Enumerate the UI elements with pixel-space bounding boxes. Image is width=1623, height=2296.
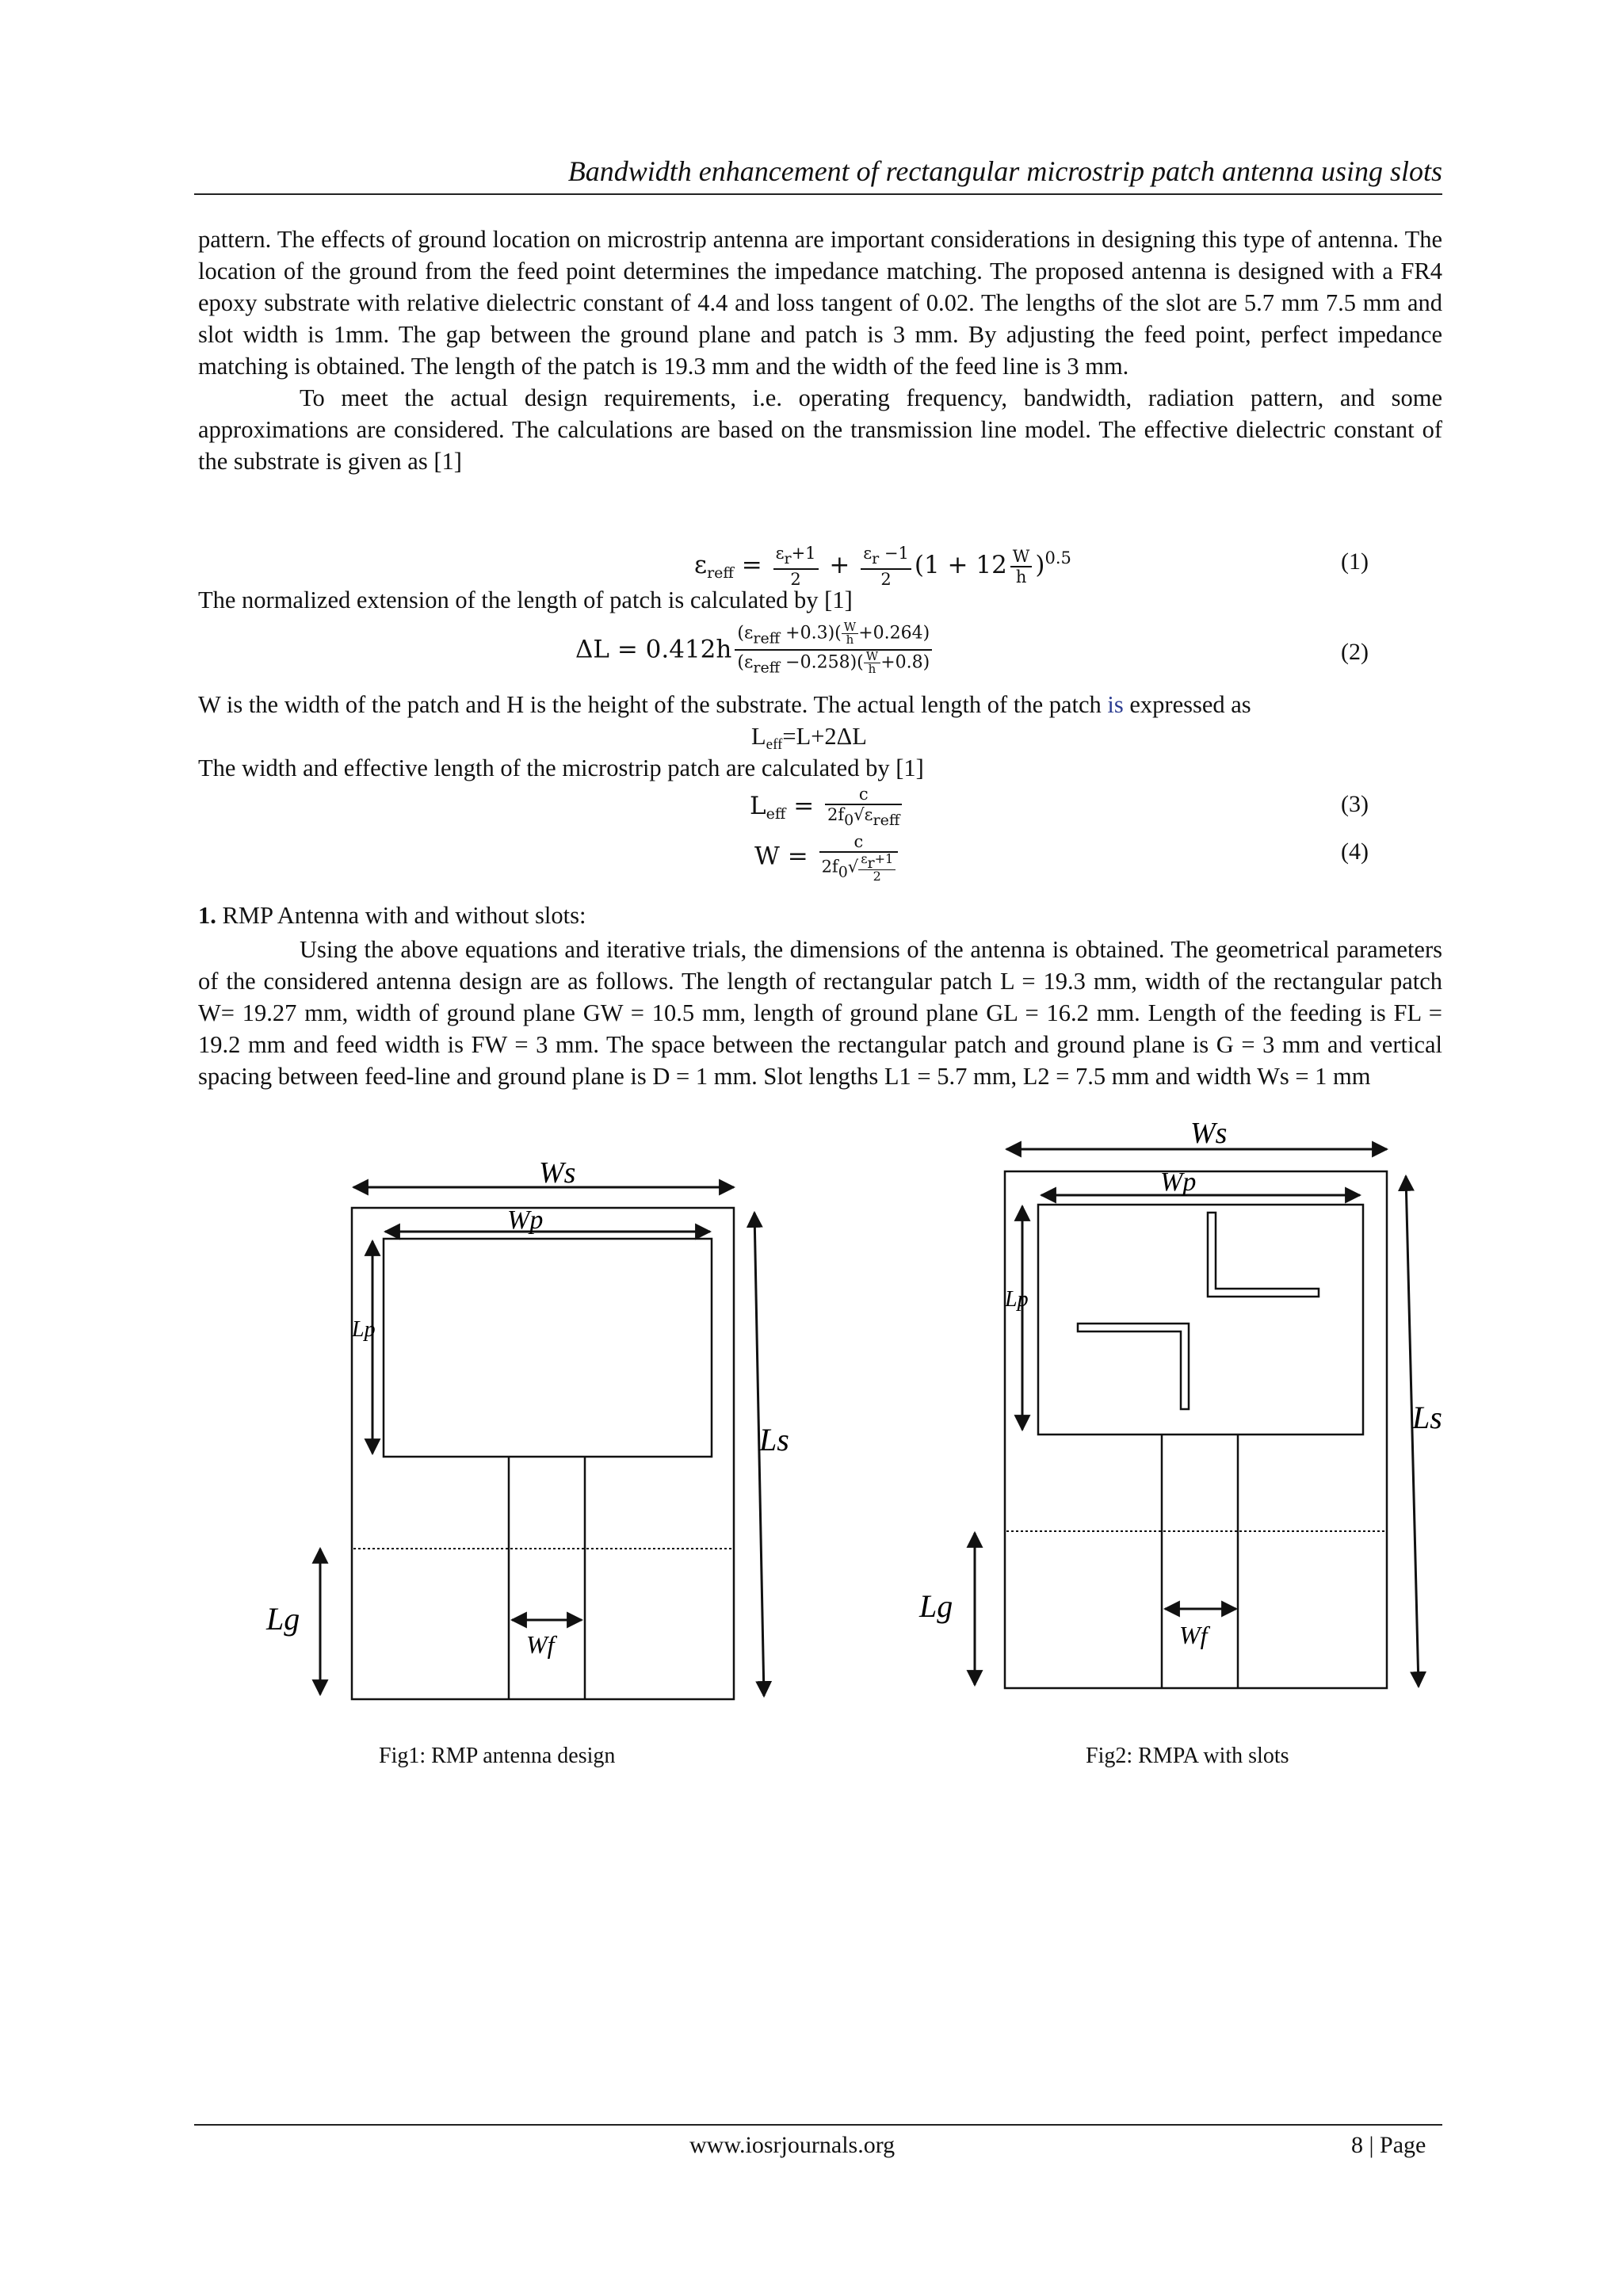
- eq2-num-b: +0.3)(: [780, 623, 842, 644]
- eq2-den-wh-d: h: [868, 661, 876, 676]
- equation-2-number: (2): [1341, 639, 1369, 665]
- p4-part-b: is: [1107, 691, 1124, 718]
- eq3-num: c: [825, 785, 902, 805]
- eq3-den-sub: reff: [873, 812, 900, 829]
- eq4-inner-num: ε: [861, 851, 868, 866]
- footer-website: www.iosrjournals.org: [689, 2132, 896, 2158]
- equation-3-number: (3): [1341, 791, 1369, 817]
- eq3-den-sub0: 0: [844, 812, 854, 829]
- eq1-f2-num: ε: [863, 544, 873, 563]
- footer-rule: [194, 2124, 1442, 2126]
- eq4-num: c: [819, 832, 899, 853]
- p4-part-a: W is the width of the patch and H is the height of the substrate. The actual length of the patch: [198, 691, 1108, 718]
- fig2-wf-label: Wf: [1179, 1621, 1208, 1649]
- eq1-f1-num: ε: [775, 544, 785, 563]
- fig2-diagram: [918, 1117, 1442, 1688]
- leff-b: =L+2ΔL: [782, 723, 867, 750]
- fig2-caption: Fig2: RMPA with slots: [1086, 1744, 1289, 1768]
- eq1-exponent: 0.5: [1044, 548, 1071, 567]
- eq4-equals: =: [779, 842, 816, 871]
- eq1-plus: +: [821, 551, 858, 579]
- fig1-substrate: [352, 1208, 734, 1699]
- leff-sub: eff: [766, 736, 783, 753]
- eq1-f1-den: 2: [790, 570, 801, 589]
- fig2-substrate: [1005, 1171, 1387, 1688]
- eq4-inner-sub: r: [867, 854, 875, 872]
- eq4-den-sub0: 0: [838, 863, 848, 881]
- eq1-f1-num-sub: r: [784, 550, 792, 567]
- eq3-den-b: √ε: [854, 805, 873, 824]
- footer-page-number: 8 | Page: [1351, 2132, 1426, 2158]
- paragraph-1: pattern. The effects of ground location on microstrip antenna are important considerations in designing this type of antenna. The location of the ground from the feed point determines the impedance matching. The proposed antenna is designed with a FR4 epoxy substrate with relative dielectric constant of 4.4 and loss tangent of 0.02. The lengths of the slot are 5.7 mm 7.5 mm and slot width is 1mm. The gap between the ground plane and patch is 3 mm. By adjusting the feed point, perfect impedance matching is obtained. The length of the patch is 19.3 mm and the width of the feed line is 3 mm.: [198, 226, 1442, 380]
- eq2-den-b: −0.258)(: [780, 652, 864, 672]
- section-number: 1.: [198, 902, 216, 929]
- eq1-f3-num: W: [1010, 547, 1033, 567]
- eq3-lhs: L: [750, 792, 766, 820]
- eq1-equals: =: [733, 551, 770, 579]
- eq2-den-wh-n: W: [864, 651, 880, 663]
- eq1-f2-num-rest: −1: [879, 544, 909, 563]
- section-title: RMP Antenna with and without slots:: [216, 902, 586, 929]
- eq2-lhs: ΔL = 0.412h: [575, 635, 732, 664]
- eq2-num-wh-n: W: [842, 621, 858, 634]
- eq1-f1-num-rest: +1: [791, 544, 816, 563]
- fig1-diagram: [265, 1156, 789, 1699]
- fig2-lg-label: Lg: [919, 1588, 953, 1624]
- fig2-slot-1: [1208, 1213, 1319, 1297]
- eq4-sqrt: √: [847, 857, 859, 877]
- fig1-caption: Fig1: RMP antenna design: [379, 1744, 616, 1768]
- fig1-patch: [384, 1239, 712, 1457]
- eq3-equals: =: [785, 792, 823, 820]
- fig1-lg-label: Lg: [266, 1601, 300, 1637]
- eq2-den-a: (ε: [737, 652, 754, 672]
- fig2-ws-label: Ws: [1190, 1117, 1228, 1150]
- eq1-f2-den: 2: [880, 570, 892, 589]
- eq2-den-sub: reff: [753, 659, 781, 676]
- fig1-ws-label: Ws: [539, 1156, 576, 1190]
- fig2-ls-label: Ls: [1412, 1400, 1442, 1435]
- eq2-num-wh-d: h: [846, 632, 854, 647]
- eq1-lhs: ε: [694, 551, 708, 579]
- eq3-den-a: 2f: [827, 805, 845, 824]
- paragraph-3: The normalized extension of the length of patch is calculated by [1]: [198, 586, 853, 613]
- eq2-num-c: +0.264): [858, 623, 930, 644]
- running-header: Bandwidth enhancement of rectangular microstrip patch antenna using slots: [567, 155, 1442, 187]
- fig2-patch: [1038, 1205, 1363, 1435]
- eq1-f2-num-sub: r: [872, 550, 880, 567]
- leff-a: L: [751, 723, 766, 750]
- fig1-wp-label: Wp: [507, 1205, 544, 1235]
- eq4-den-a: 2f: [821, 857, 838, 877]
- p4-part-c: expressed as: [1123, 691, 1251, 718]
- eq1-f3-den: h: [1015, 567, 1027, 586]
- paragraph-2: To meet the actual design requirements, i.e. operating frequency, bandwidth, radiation pattern, and some approximations are considered. The calculations are based on the transmission line model. The effective dielectric constant of the substrate is given as [1]: [198, 384, 1442, 475]
- fig2-wp-label: Wp: [1160, 1167, 1197, 1197]
- paragraph-5: The width and effective length of the microstrip patch are calculated by [1]: [198, 755, 924, 781]
- eq1-lhs-sub: reff: [707, 564, 734, 582]
- fig2-lp-label: Lp: [1005, 1287, 1029, 1312]
- equation-4-number: (4): [1341, 839, 1369, 865]
- eq2-num-a: (ε: [737, 623, 754, 644]
- equation-1-number: (1): [1341, 548, 1369, 575]
- eq1-close: ): [1035, 551, 1045, 579]
- paragraph-6: Using the above equations and iterative trials, the dimensions of the antenna is obtained. The geometrical parameters of the considered antenna design are as follows. The length of rectangular patch L = 19.3 mm, width of the rectangular patch W= 19.27 mm, width of ground plane GW = 10.5 mm, length of ground plane GL = 16.2 mm. Length of the feeding is FL = 19.2 mm and feed width is FW = 3 mm. The space between the rectangular patch and ground plane is G = 3 mm and vertical spacing between feed-line and ground plane is D = 1 mm. Slot lengths L1 = 5.7 mm, L2 = 7.5 mm and width Ws = 1 mm: [198, 936, 1442, 1090]
- eq4-lhs: W: [754, 842, 780, 871]
- eq2-den-c: +0.8): [880, 652, 930, 672]
- eq3-lhs-sub: eff: [766, 805, 786, 823]
- eq4-inner-den: 2: [873, 869, 881, 884]
- eq4-inner-rest: +1: [874, 851, 894, 866]
- eq2-num-sub: reff: [753, 629, 781, 648]
- fig2-slot-2: [1078, 1324, 1189, 1409]
- fig1-ls-label: Ls: [759, 1422, 789, 1457]
- eq1-paren: (1 + 12: [914, 551, 1007, 579]
- fig1-wf-label: Wf: [526, 1630, 555, 1659]
- fig1-lp-label: Lp: [352, 1317, 376, 1342]
